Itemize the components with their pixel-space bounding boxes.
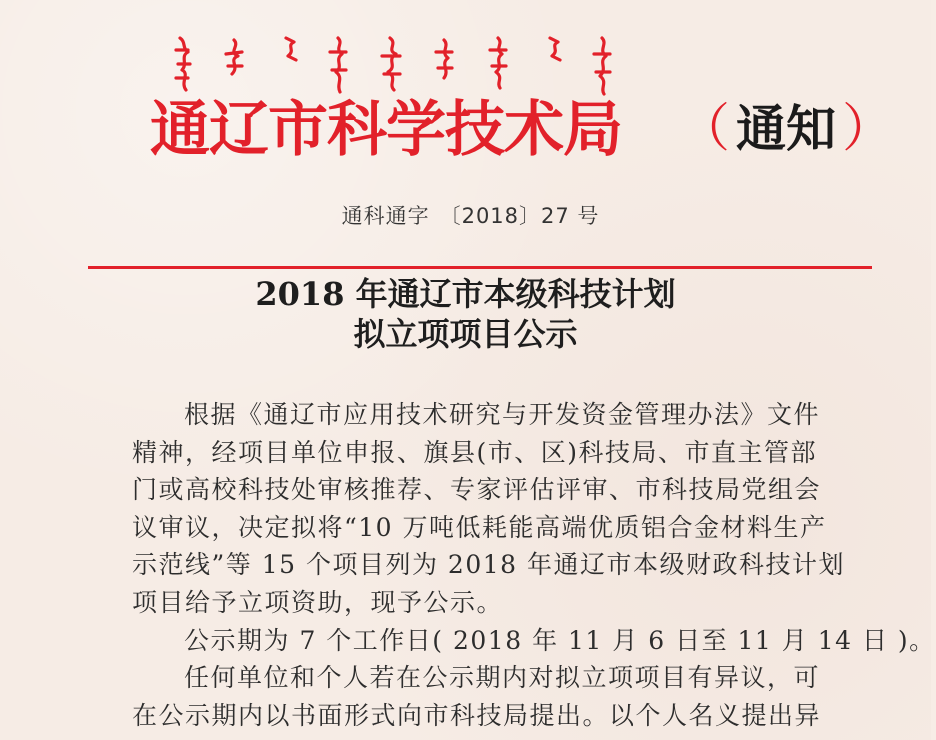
body-line: 公示期为 7 个工作日( 2018 年 11 月 6 日至 11 月 14 日 )。 [184,625,936,655]
document-title-line-2: 拟立项项目公示 [353,315,578,353]
body-line: 任何单位和个人若在公示期内对拟立项项目有异议，可 [184,663,821,693]
notice-label: 通知 [736,100,837,158]
document-number-value: 〔2018〕27 号 [439,204,600,228]
body-line: 示范线”等 15 个项目列为 2018 年通辽市本级财政科技计划 [132,550,846,580]
notice-open-paren: （ [678,99,731,159]
body-line: 在公示期内以书面形式向市科技局提出。以个人名义提出异 [132,700,822,730]
notice-type-tag [678,94,894,164]
body-line: 议审议，决定拟将“10 万吨低耗能高端优质铝合金材料生产 [132,512,827,542]
body-line: 根据《通辽市应用技术研究与开发资金管理办法》文件 [184,400,821,429]
document-number-prefix: 通科通字 [341,204,430,228]
organization-name: 通辽市科学技术局 [150,95,622,165]
mongolian-letterhead [168,30,628,100]
letterhead-divider [88,266,872,269]
body-line: 项目给予立项资助，现予公示。 [132,587,504,617]
body-line: 精神，经项目单位申报、旗县(市、区)科技局、市直主管部 [132,437,818,467]
notice-close-paren: ） [842,99,895,159]
document-title-line-1: 2018 年通辽市本级科技计划 [255,275,676,313]
document-body [132,396,936,734]
body-line: 门或高校科技处审核推荐、专家评估评审、市科技局党组会 [132,475,822,505]
document-number [0,200,931,230]
